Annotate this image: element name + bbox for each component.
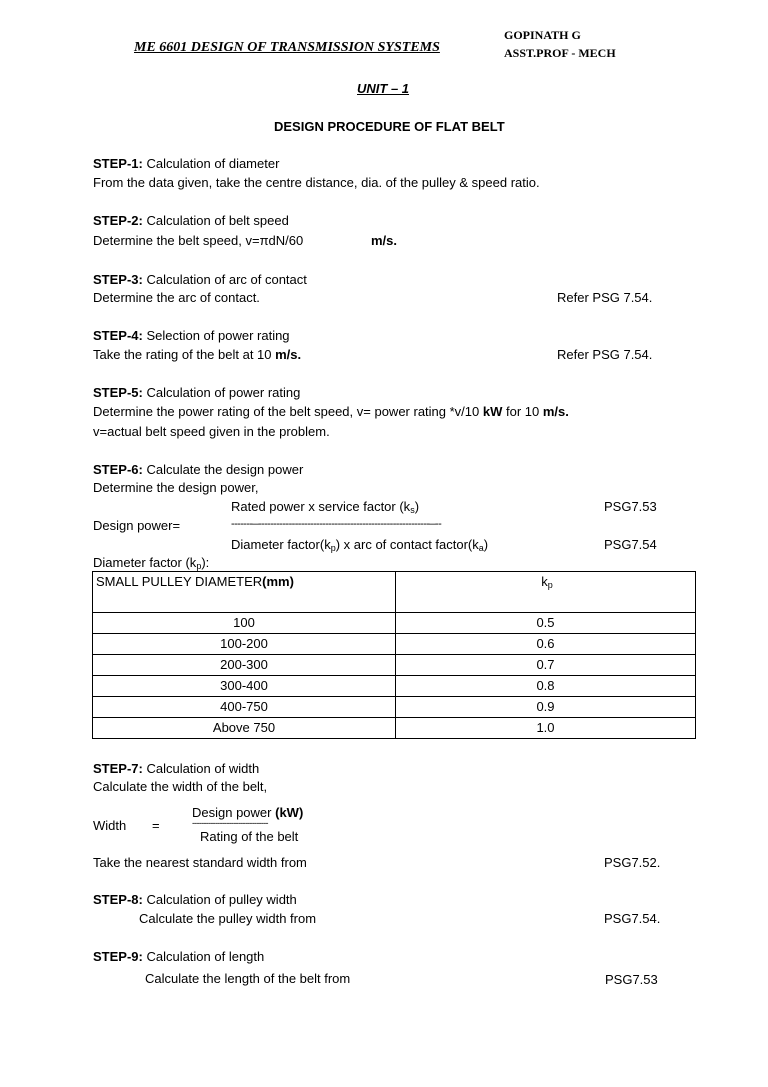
table-cell-diameter: Above 750 [93,718,396,739]
step3-text: Determine the arc of contact. [93,290,260,305]
table-cell-kp: 0.6 [396,634,696,655]
step6-heading: STEP-6: Calculate the design power [93,462,304,477]
table-row [93,697,696,718]
step1-heading: STEP-1: Calculation of diameter [93,156,280,171]
design-power-denominator: Diameter $factor(k_p)$ x arc of contact $factor(k_a)$ [231,537,489,553]
width-divider: --------------------------------- [192,818,268,828]
step3-heading: STEP-3: Calculation of arc of contact [93,272,307,287]
table-header-row [93,572,696,613]
author-designation: ASST.PROF - MECH [504,46,616,60]
table-cell-diameter: 400-750 [93,697,396,718]
course-title: ME 6601 DESIGN OF TRANSMISSION SYSTEMS [134,40,440,55]
width-numerator: Design power (kW) [192,805,304,820]
table-cell-diameter: 200-300 [93,655,396,676]
table-row [93,718,696,739]
step5-text: Determine the power rating of the belt speed, v= power rating *v/10 kW for 10 m/s. [93,404,569,419]
step2-text: Determine the belt speed, v=πdN/60 [93,233,304,248]
table-cell-kp: 0.8 [396,676,696,697]
step7-heading: STEP-7: Calculation of width [93,761,260,776]
step9-text: Calculate the length of the belt from [145,971,351,986]
step1-text: From the data given, take the centre distance, dia. of the pulley & speed ratio. [93,175,540,190]
width-denominator: Rating of the belt [200,829,299,844]
table-caption: Diameter factor $(k_p)$: [93,555,210,571]
step4-text: Take the rating of the belt at 10 m/s. [93,347,302,362]
step8-ref: PSG7.54. [604,911,661,926]
table-header-kp: $k_p$ [396,572,696,613]
step3-ref: Refer PSG 7.54. [557,290,653,305]
diameter-factor-table [92,571,696,739]
design-power-label: Design power= [93,518,181,533]
page-title: DESIGN PROCEDURE OF FLAT BELT [274,119,505,134]
step7-standard-text: Take the nearest standard width from [93,855,307,870]
step7-text: Calculate the width of the belt, [93,779,268,794]
step5-heading: STEP-5: Calculation of power rating [93,385,301,400]
design-power-numerator: Rated power x service factor $(k_s)$ [231,499,420,515]
table-cell-kp: 0.5 [396,613,696,634]
table-cell-kp: 0.9 [396,697,696,718]
step8-heading: STEP-8: Calculation of pulley width [93,892,297,907]
step5-note: v=actual belt speed given in the problem. [93,424,330,439]
table-cell-diameter: 100-200 [93,634,396,655]
step6-ref2: PSG7.54 [604,537,657,552]
author-name: GOPINATH G [504,28,581,42]
table-row [93,676,696,697]
step8-text: Calculate the pulley width from [139,911,317,926]
width-label: Width [93,818,127,833]
step2-unit: m/s. [371,233,398,248]
table-cell-diameter: 300-400 [93,676,396,697]
table-row [93,634,696,655]
unit-label: UNIT – 1 [357,81,410,96]
step4-ref: Refer PSG 7.54. [557,347,653,362]
table-header-diameter: SMALL PULLEY DIAMETER(mm) [93,572,396,613]
step2-heading: STEP-2: Calculation of belt speed [93,213,289,228]
table-cell-kp: 1.0 [396,718,696,739]
table-cell-kp: 0.7 [396,655,696,676]
step9-heading: STEP-9: Calculation of length [93,949,265,964]
step7-ref: PSG7.52. [604,855,661,870]
step6-ref1: PSG7.53 [604,499,657,514]
width-equals: = [152,818,160,833]
table-cell-diameter: 100 [93,613,396,634]
table-row [93,655,696,676]
step6-text: Determine the design power, [93,480,259,495]
step4-heading: STEP-4: Selection of power rating [93,328,290,343]
design-power-divider: -------–--------------------------------------------------------–-- [231,518,442,530]
step9-ref: PSG7.53 [605,972,658,987]
table-row [93,613,696,634]
